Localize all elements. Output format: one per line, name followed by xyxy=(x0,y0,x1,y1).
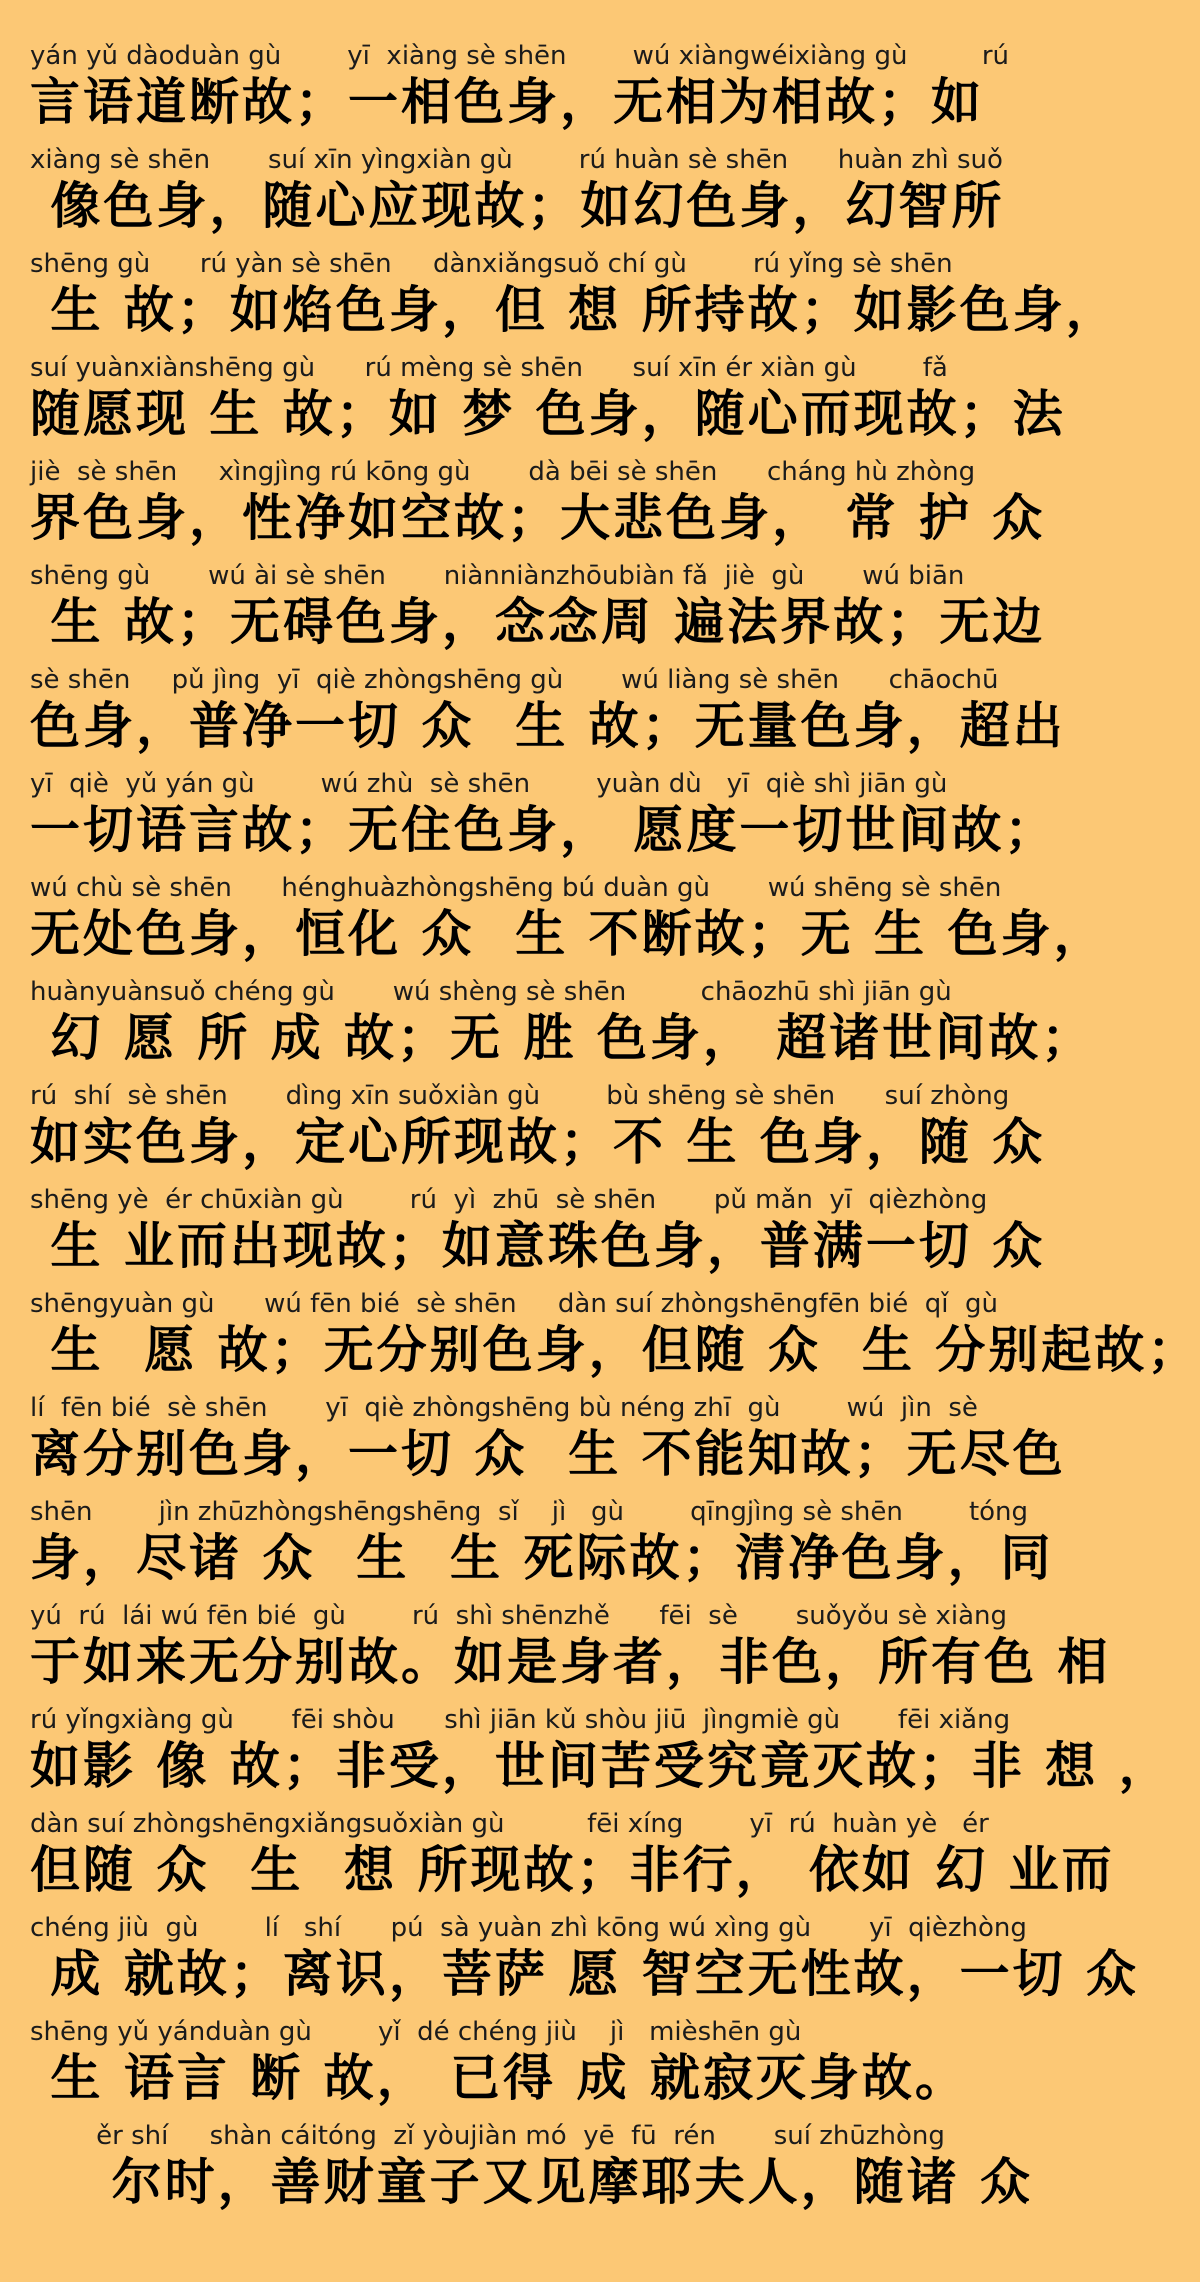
pinyin-row: wú chù sè shēn hénghuàzhòngshēng bú duàn gù wú shēng sè shēn xyxy=(30,873,1002,903)
text-line-10 xyxy=(30,974,1095,1078)
hanzi-row: 如影 像 故；非受，世间苦受究竟灭故；非 想 ， xyxy=(30,1737,1172,1795)
hanzi-row: 生 语言 断 故， 已得 成 就寂灭身故。 xyxy=(30,2049,968,2107)
text-line-6 xyxy=(30,558,1050,662)
text-line-13 xyxy=(30,1286,1200,1390)
pinyin-row: suí yuànxiànshēng gù rú mèng sè shēn suí xīn ér xiàn gù fǎ xyxy=(30,353,948,383)
pinyin-row: huànyuànsuǒ chéng gù wú shèng sè shēn chāozhū shì jiān gù xyxy=(30,977,952,1007)
pinyin-row: shēng gù wú ài sè shēn niànniànzhōubiàn fǎ jiè gù wú biān xyxy=(30,561,965,591)
pinyin-row: yī qiè yǔ yán gù wú zhù sè shēn yuàn dù yī qiè shì jiān gù xyxy=(30,769,948,799)
pinyin-row: shēng gù rú yàn sè shēn dànxiǎngsuǒ chí gù rú yǐng sè shēn xyxy=(30,249,953,279)
hanzi-row: 无处色身，恒化 众 生 不断故；无 生 色身， xyxy=(30,905,1107,963)
text-line-21 xyxy=(30,2118,1050,2222)
pinyin-row: shēngyuàn gù wú fēn bié sè shēn dàn suí zhòngshēngfēn bié qǐ gù xyxy=(30,1289,998,1319)
hanzi-row: 像色身，随心应现故；如幻色身，幻智所 xyxy=(30,177,1005,235)
hanzi-row: 界色身，性净如空故；大悲色身， 常 护 众 xyxy=(30,489,1046,547)
text-line-7 xyxy=(30,662,1066,766)
hanzi-row: 随愿现 生 故；如 梦 色身，随心而现故；法 xyxy=(30,385,1066,443)
hanzi-row: 身，尽诸 众 生 生 死际故；清净色身，同 xyxy=(30,1529,1054,1587)
text-line-5 xyxy=(30,454,1050,558)
hanzi-row: 生 业而出现故；如意珠色身，普满一切 众 xyxy=(30,1217,1046,1275)
text-line-20 xyxy=(30,2014,1050,2118)
hanzi-row: 离分别色身，一切 众 生 不能知故；无尽色 xyxy=(30,1425,1066,1483)
text-line-1 xyxy=(30,38,1050,142)
pinyin-row: sè shēn pǔ jìng yī qiè zhòngshēng gù wú liàng sè shēn chāochū xyxy=(30,665,999,695)
text-line-2 xyxy=(30,142,1050,246)
hanzi-row: 生 故；如焰色身，但 想 所持故；如影色身， xyxy=(30,281,1119,339)
pinyin-row: rú shí sè shēn dìng xīn suǒxiàn gù bù shēng sè shēn suí zhòng xyxy=(30,1081,1010,1111)
pinyin-row: yán yǔ dàoduàn gù yī xiàng sè shēn wú xiàngwéixiàng gù rú xyxy=(30,41,1009,71)
pinyin-row: shēn jìn zhūzhòngshēngshēng sǐ jì gù qīngjìng sè shēn tóng xyxy=(30,1497,1029,1527)
hanzi-row: 生 故；无碍色身，念念周 遍法界故；无边 xyxy=(30,593,1046,651)
text-line-9 xyxy=(30,870,1107,974)
hanzi-row: 如实色身，定心所现故；不 生 色身，随 众 xyxy=(30,1113,1046,1171)
hanzi-row: 成 就故；离识，菩萨 愿 智空无性故，一切 众 xyxy=(30,1945,1140,2003)
pinyin-row: rú yǐngxiàng gù fēi shòu shì jiān kǔ shòu jiū jìngmiè gù fēi xiǎng xyxy=(30,1705,1011,1735)
text-line-12 xyxy=(30,1182,1050,1286)
pinyin-row: shēng yè ér chūxiàn gù rú yì zhū sè shēn pǔ mǎn yī qièzhòng xyxy=(30,1185,988,1215)
pinyin-row: yú rú lái wú fēn bié gù rú shì shēnzhě fēi sè suǒyǒu sè xiàng xyxy=(30,1601,1008,1631)
text-line-16 xyxy=(30,1598,1111,1702)
text-line-4 xyxy=(30,350,1066,454)
text-block xyxy=(30,38,1200,2222)
text-line-15 xyxy=(30,1494,1054,1598)
hanzi-row: 于如来无分别故。如是身者，非色，所有色 相 xyxy=(30,1633,1111,1691)
pinyin-row: lí fēn bié sè shēn yī qiè zhòngshēng bù néng zhī gù wú jìn sè xyxy=(30,1393,978,1423)
text-line-11 xyxy=(30,1078,1050,1182)
hanzi-row: 言语道断故；一相色身，无相为相故；如 xyxy=(30,73,984,131)
hanzi-row: 尔时，善财童子又见摩耶夫人，随诸 众 xyxy=(30,2153,1034,2211)
pinyin-row: xiàng sè shēn suí xīn yìngxiàn gù rú huàn sè shēn huàn zhì suǒ xyxy=(30,145,1003,175)
text-line-14 xyxy=(30,1390,1066,1494)
hanzi-row: 色身，普净一切 众 生 故；无量色身，超出 xyxy=(30,697,1066,755)
pinyin-row: ěr shí shàn cáitóng zǐ yòujiàn mó yē fū rén suí zhūzhòng xyxy=(30,2121,945,2151)
text-line-8 xyxy=(30,766,1058,870)
hanzi-row: 幻 愿 所 成 故；无 胜 色身， 超诸世间故； xyxy=(30,1009,1095,1067)
text-line-18 xyxy=(30,1806,1115,1910)
pinyin-row: chéng jiù gù lí shí pú sà yuàn zhì kōng wú xìng gù yī qièzhòng xyxy=(30,1913,1027,1943)
pinyin-row: jiè sè shēn xìngjìng rú kōng gù dà bēi sè shēn cháng hù zhòng xyxy=(30,457,976,487)
text-line-19 xyxy=(30,1910,1140,2014)
text-line-3 xyxy=(30,246,1119,350)
hanzi-row: 一切语言故；无住色身， 愿度一切世间故； xyxy=(30,801,1058,859)
pinyin-row: shēng yǔ yánduàn gù yǐ dé chéng jiù jì mièshēn gù xyxy=(30,2017,802,2047)
hanzi-row: 生 愿 故；无分别色身，但随 众 生 分别起故； xyxy=(30,1321,1200,1379)
text-line-17 xyxy=(30,1702,1172,1806)
pinyin-row: dàn suí zhòngshēngxiǎngsuǒxiàn gù fēi xíng yī rú huàn yè ér xyxy=(30,1809,989,1839)
hanzi-row: 但随 众 生 想 所现故；非行， 依如 幻 业而 xyxy=(30,1841,1115,1899)
